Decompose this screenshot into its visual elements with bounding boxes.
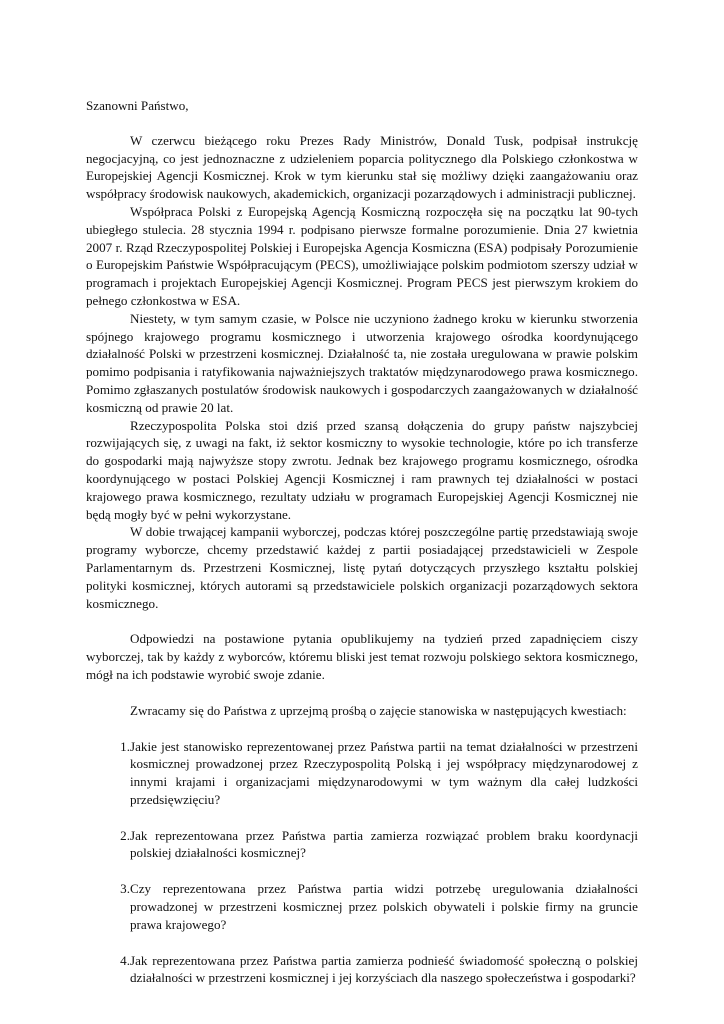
paragraph-7: Zwracamy się do Państwa z uprzejmą prośbą o zajęcie stanowiska w następujących kwestiach: bbox=[130, 702, 627, 718]
question-text: Jak reprezentowana przez Państwa partia zamierza rozwiązać problem braku koordynacji polskiej działalności kosmicznej? bbox=[130, 827, 638, 861]
questions-list bbox=[86, 738, 638, 988]
question-item bbox=[86, 827, 638, 863]
paragraph-5: W dobie trwającej kampanii wyborczej, podczas której poszczególne partię przedstawiają swoje programy wyborcze, chcemy przedstawić każdej z partii posiadającej przedstawicieli w Zespole Parlamentarnym ds. Przestrzeni Kosmicznej, listę pytań dotyczących przyszłego kształtu polskiej polityki kosmicznej, których autorami są przedstawiciele polskich organizacji pozarządowych sektora kosmicznego. bbox=[86, 524, 638, 611]
paragraph-6: Odpowiedzi na postawione pytania opublikujemy na tydzień przed zapadnięciem ciszy wyborczej, tak by każdy z wyborców, któremu bliski jest temat rozwoju polskiego sektora kosmicznego, mógł na ich podstawie wyrobić swoje zdanie. bbox=[86, 631, 638, 682]
question-text: Czy reprezentowana przez Państwa partia widzi potrzebę uregulowania działalności prowadzonej w przestrzeni kosmicznej przez polskich obywateli i polskie firmy na gruncie prawa krajowego? bbox=[130, 881, 638, 932]
question-text: Jak reprezentowana przez Państwa partia zamierza podnieść świadomość społeczną o polskiej działalności w przestrzeni kosmicznej i jej korzyściach dla naszego społeczeństwa i gospodarki? bbox=[130, 952, 638, 986]
paragraph-1: W czerwcu bieżącego roku Prezes Rady Ministrów, Donald Tusk, podpisał instrukcję negocjacyjną, co jest jednoznaczne z udzieleniem poparcia politycznego dla Polskiego członkostwa w Europejskiej Agencji Kosmicznej. Krok w tym kierunku stał się możliwy dzięki zaangażowaniu oraz współpracy środowisk naukowych, akademickich, organizacji pozarządowych i administracji publicznej. bbox=[86, 132, 638, 202]
question-item bbox=[86, 952, 638, 988]
paragraph-3: Niestety, w tym samym czasie, w Polsce nie uczyniono żadnego kroku w kierunku stworzenia spójnego krajowego programu kosmicznego i utworzenia krajowego ośrodka koordynującego działalność Polski w przestrzeni kosmicznej. Działalność ta, nie została uregulowana w prawie polskim pomimo podpisania i ratyfikowania najważniejszych traktatów międzynarodowego prawa kosmicznego. Pomimo zgłaszanych postulatów środowisk naukowych i gospodarczych zaangażowanych w działalność kosmiczną od prawie 20 lat. bbox=[86, 310, 638, 415]
question-number: 4. bbox=[120, 952, 130, 968]
question-item bbox=[86, 880, 638, 933]
paragraph-4: Rzeczypospolita Polska stoi dziś przed szansą dołączenia do grupy państw najszybciej rozwijających się, z uwagi na fakt, iż sektor kosmiczny to wysokie technologie, które po ich transferze do gospodarki mają najwyższe stopy zwrotu. Jednak bez krajowego programu kosmicznego, ośrodka koordynującego w postaci Polskiej Agencji Kosmicznej i ram prawnych tej działalności w postaci krajowego prawa kosmicznego, rezultaty udziału w programach Europejskiej Agencji Kosmicznej nie będą mogły być w pełni wykorzystane. bbox=[86, 417, 638, 522]
paragraph-2: Współpraca Polski z Europejską Agencją Kosmiczną rozpoczęła się na początku lat 90-tych ubiegłego stulecia. 28 stycznia 1994 r. podpisano pierwsze formalne porozumienie. Dnia 27 kwietnia 2007 r. Rząd Rzeczypospolitej Polskiej i Europejska Agencja Kosmiczna (ESA) podpisały Porozumienie o Europejskim Państwie Współpracującym (PECS), umożliwiające polskim podmiotom szerszy udział w programach i projektach Europejskiej Agencji Kosmicznej. Program PECS jest pierwszym krokiem do pełnego członkostwa w ESA. bbox=[86, 203, 638, 308]
question-number: 3. bbox=[120, 881, 130, 897]
question-text: Jakie jest stanowisko reprezentowanej przez Państwa partii na temat działalności w przestrzeni kosmicznej prowadzonej przez Rzeczypospolitą Polską i jej współpracy międzynarodowej z innymi krajami i organizacjami międzynarodowymi w tym ważnym dla całej ludzkości przedsięwzięciu? bbox=[130, 738, 638, 807]
question-number: 1. bbox=[120, 738, 130, 754]
salutation: Szanowni Państwo, bbox=[86, 98, 189, 113]
question-number: 2. bbox=[120, 827, 130, 843]
question-item bbox=[86, 738, 638, 809]
